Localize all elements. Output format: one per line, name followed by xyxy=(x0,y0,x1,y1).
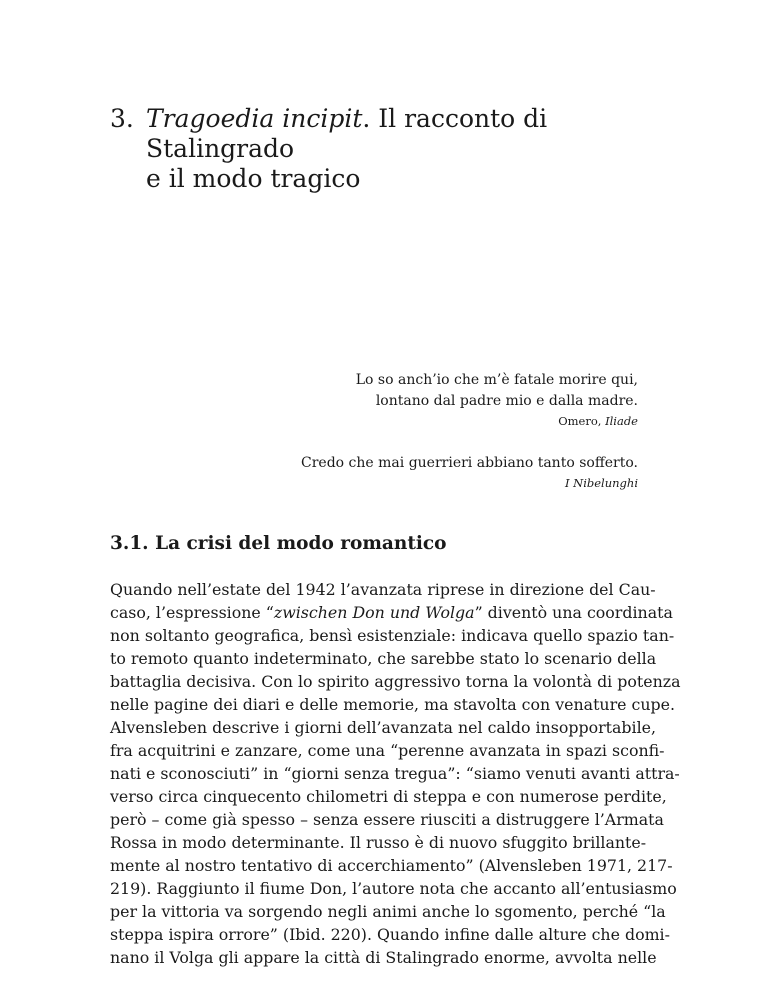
body-line: non soltanto geografica, bensì esistenziale: indicava quello spazio tan- xyxy=(110,626,675,645)
body-line-italic: zwischen Don und Wolga xyxy=(273,603,475,622)
body-line: Quando nell’estate del 1942 l’avanzata riprese in direzione del Cau- xyxy=(110,580,656,599)
body-line: 219). Raggiunto il fiume Don, l’autore nota che accanto all’entusiasmo xyxy=(110,879,677,898)
chapter-title-italic: Tragoedia incipit xyxy=(146,104,363,133)
epigraph-author: Omero, xyxy=(558,414,606,428)
body-line: mente al nostro tentativo di accerchiamento” (Alvensleben 1971, 217- xyxy=(110,856,673,875)
epigraph-line: lontano dal padre mio e dalla madre. xyxy=(375,393,638,409)
chapter-title-rest: . Il racconto di Stalingrado xyxy=(146,104,548,163)
body-line: però – come già spesso – senza essere riusciti a distruggere l’Armata xyxy=(110,810,664,829)
body-line: verso circa cinquecento chilometri di steppa e con numerose perdite, xyxy=(110,787,667,806)
body-line xyxy=(110,601,673,624)
epigraph-line: Credo che mai guerrieri abbiano tanto sofferto. xyxy=(301,455,638,471)
body-line: fra acquitrini e zanzare, come una “perenne avanzata in spazi sconfi- xyxy=(110,741,665,760)
epigraph-work: I Nibelunghi xyxy=(564,476,638,490)
epigraph-source xyxy=(301,412,638,431)
section-heading: 3.1. La crisi del modo romantico xyxy=(110,533,447,554)
epigraph-source xyxy=(301,474,638,493)
epigraphs xyxy=(301,370,638,493)
epigraph-line: Lo so anch’io che m’è fatale morire qui, xyxy=(355,372,638,388)
chapter-number: 3. xyxy=(110,104,134,133)
body-line: to remoto quanto indeterminato, che sarebbe stato lo scenario della xyxy=(110,649,657,668)
body-line: steppa ispira orrore” (Ibid. 220). Quando infine dalle alture che domi- xyxy=(110,925,670,944)
body-line-part: ” diventò una coordinata xyxy=(474,603,673,622)
chapter-title-line-2: e il modo tragico xyxy=(146,164,361,193)
chapter-title xyxy=(110,104,670,194)
body-paragraph xyxy=(110,578,681,969)
epigraph-work: Iliade xyxy=(605,414,638,428)
body-line: nano il Volga gli appare la città di Stalingrado enorme, avvolta nelle xyxy=(110,948,657,967)
body-line-part: caso, l’espressione “ xyxy=(110,603,274,622)
epigraph-iliad xyxy=(301,370,638,431)
body-line: nelle pagine dei diari e delle memorie, ma stavolta con venature cupe. xyxy=(110,695,676,714)
epigraph-nibelunghi xyxy=(301,453,638,493)
body-line: per la vittoria va sorgendo negli animi anche lo sgomento, perché “la xyxy=(110,902,666,921)
body-line: Rossa in modo determinante. Il russo è di nuovo sfuggito brillante- xyxy=(110,833,647,852)
body-line: Alvensleben descrive i giorni dell’avanzata nel caldo insopportabile, xyxy=(110,718,657,737)
body-line: battaglia decisiva. Con lo spirito aggressivo torna la volontà di potenza xyxy=(110,672,681,691)
chapter-title-line-1 xyxy=(146,104,670,164)
body-line: nati e sconosciuti” in “giorni senza tregua”: “siamo venuti avanti attra- xyxy=(110,764,680,783)
